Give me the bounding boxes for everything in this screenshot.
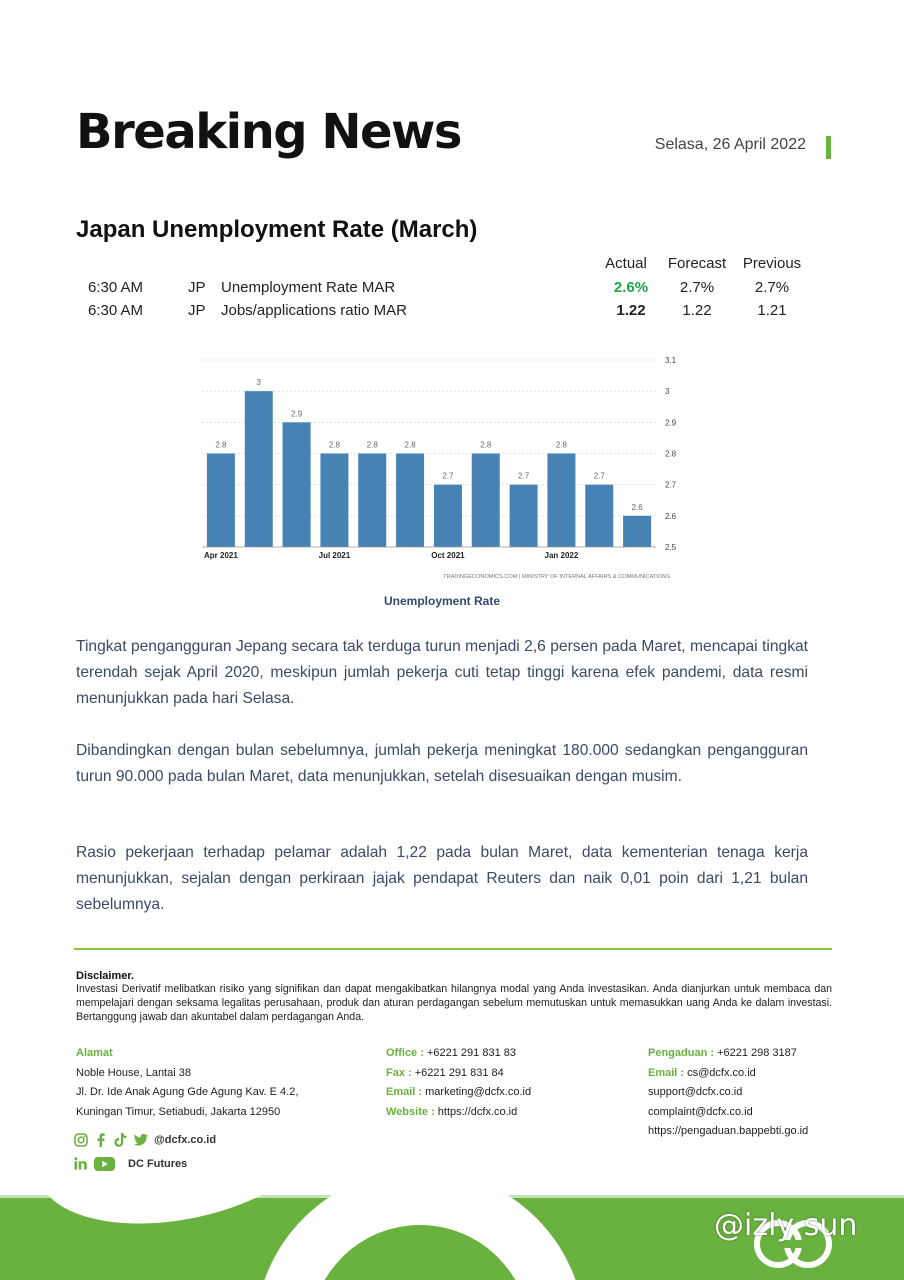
email-label: Email : <box>386 1086 423 1098</box>
address-line: Noble House, Lantai 38 <box>76 1066 191 1079</box>
bar <box>283 422 311 547</box>
contact-block <box>386 1044 626 1122</box>
row-actual: 1.22 <box>616 302 646 319</box>
data-label: 2.8 <box>404 440 416 450</box>
data-label: 2.7 <box>593 471 605 481</box>
header-forecast: Forecast <box>667 255 727 272</box>
bar <box>472 454 500 548</box>
fax-number: +6221 291 831 84 <box>414 1066 504 1079</box>
complaint-block <box>648 1044 838 1142</box>
unemployment-bar-chart <box>190 348 690 588</box>
row-forecast: 1.22 <box>682 302 712 319</box>
calendar-table <box>0 0 904 330</box>
paragraph-1: Tingkat pengangguran Jepang secara tak terduga turun menjadi 2,6 persen pada Maret, mencapai tingkat terendah sejak April 2020, meskipun jumlah pekerja cuti tetap tinggi karena efek pandemi, data resmi menunjukkan pada hari Selasa. <box>76 638 808 707</box>
paragraph-3: Rasio pekerjaan terhadap pelamar adalah 1,22 pada bulan Maret, data kementerian tenaga kerja menunjukkan, sejalan dengan perkiraan jajak pendapat Reuters dan naik 0,01 poin dari 1,21 bulan sebelumnya. <box>76 844 808 913</box>
social-handle[interactable]: @dcfx.co.id <box>154 1134 217 1146</box>
y-tick-label: 2.6 <box>665 511 677 521</box>
row-previous: 2.7% <box>754 279 790 296</box>
bappebti-link[interactable]: https://pengaduan.bappebti.go.id <box>648 1125 809 1137</box>
article-title: Japan Unemployment Rate (March) <box>76 216 478 243</box>
facebook-icon[interactable] <box>95 1133 107 1147</box>
row-forecast: 2.7% <box>679 279 715 296</box>
complaint-label: Pengaduan : <box>648 1047 715 1059</box>
row-country: JP <box>188 302 206 319</box>
website-link[interactable]: https://dcfx.co.id <box>437 1105 518 1118</box>
header-previous: Previous <box>742 255 802 272</box>
y-tick-label: 2.5 <box>665 543 677 552</box>
bar <box>396 454 424 548</box>
publish-date: Selasa, 26 April 2022 <box>654 136 806 153</box>
bar <box>585 485 613 547</box>
data-label: 2.6 <box>631 502 643 512</box>
y-tick-label: 2.7 <box>665 480 677 490</box>
marketing-email-link[interactable]: marketing@dcfx.co.id <box>425 1086 532 1098</box>
cs-email-link[interactable]: cs@dcfx.co.id <box>687 1066 756 1079</box>
header-actual: Actual <box>605 255 647 272</box>
paragraph-2: Dibandingkan dengan bulan sebelumnya, jumlah pekerja meningkat 180.000 sedangkan pengangguran turun 90.000 pada bulan Maret, data menunjukkan, setelah disesuaikan dengan musim. <box>76 742 808 785</box>
x-tick-label: Jul 2021 <box>318 551 351 560</box>
chart-caption: Unemployment Rate <box>383 594 501 608</box>
company-name: DC Futures <box>128 1158 188 1170</box>
social-links <box>74 1132 304 1176</box>
x-tick-label: Jan 2022 <box>544 551 579 560</box>
y-tick-label: 2.8 <box>665 449 677 459</box>
y-tick-label: 3 <box>665 387 670 397</box>
support-email-link[interactable]: support@dcfx.co.id <box>648 1086 743 1098</box>
bar <box>320 454 348 548</box>
data-label: 2.7 <box>442 471 454 481</box>
disclaimer-title: Disclaimer. <box>76 970 135 982</box>
row-time: 6:30 AM <box>88 302 144 319</box>
tiktok-icon[interactable] <box>114 1133 127 1147</box>
address-block <box>76 1044 356 1122</box>
row-previous: 1.21 <box>757 302 787 319</box>
fax-label: Fax : <box>386 1066 412 1079</box>
instagram-icon[interactable] <box>74 1133 88 1147</box>
y-tick-label: 3.1 <box>665 356 677 365</box>
bar <box>358 454 386 548</box>
youtube-icon[interactable] <box>94 1157 115 1171</box>
data-label: 2.8 <box>480 440 492 450</box>
disclaimer-body: Investasi Derivatif melibatkan risiko yang signifikan dan dapat mengakibatkan hilangnya modal yang Anda investasikan. Anda dianjurkan untuk membaca dan mempelajari dengan seksama legalitas perusahaan, produk dan aturan perdagangan sebelum memutuskan untuk memasukkan uang Anda ke dalam investasi. Bertanggung jawab dan akuntabel dalam perdagangan Anda. <box>76 983 832 1023</box>
bar <box>510 485 538 547</box>
data-label: 2.8 <box>328 440 340 450</box>
data-label: 2.8 <box>215 440 227 450</box>
y-tick-label: 2.9 <box>665 418 677 428</box>
x-tick-label: Oct 2021 <box>431 551 465 560</box>
bar <box>547 454 575 548</box>
data-label: 3 <box>256 378 261 388</box>
row-time: 6:30 AM <box>88 279 144 296</box>
address-title: Alamat <box>76 1047 113 1059</box>
website-label: Website : <box>386 1105 435 1118</box>
chart-source: TRADINGECONOMICS.COM | MINISTRY OF INTERNAL AFFAIRS & COMMUNICATIONS <box>443 574 670 580</box>
footer-divider <box>74 948 832 950</box>
bar <box>434 485 462 547</box>
linkedin-icon[interactable] <box>74 1157 87 1170</box>
data-label: 2.9 <box>291 409 303 419</box>
row-country: JP <box>188 279 206 296</box>
headline: Breaking News <box>76 104 461 160</box>
complaint-phone[interactable]: +6221 298 3187 <box>717 1047 797 1059</box>
bar <box>623 516 651 547</box>
address-line: Kuningan Timur, Setiabudi, Jakarta 12950 <box>76 1105 281 1118</box>
row-event: Jobs/applications ratio MAR <box>221 302 407 319</box>
bar <box>207 454 235 548</box>
x-tick-label: Apr 2021 <box>204 551 238 560</box>
bar <box>245 391 273 547</box>
address-line: Jl. Dr. Ide Anak Agung Gde Agung Kav. E 4.2, <box>76 1086 299 1098</box>
data-label: 2.7 <box>518 471 530 481</box>
data-label: 2.8 <box>366 440 378 450</box>
row-actual: 2.6% <box>613 279 649 296</box>
row-event: Unemployment Rate MAR <box>221 279 396 296</box>
office-label: Office : <box>386 1047 424 1059</box>
cs-email-label: Email : <box>648 1066 685 1079</box>
office-phone[interactable]: +6221 291 831 83 <box>426 1047 516 1059</box>
complaint-email-link[interactable]: complaint@dcfx.co.id <box>648 1105 753 1118</box>
watermark: @izly sun <box>714 1208 858 1243</box>
data-label: 2.8 <box>555 440 567 450</box>
twitter-icon[interactable] <box>134 1134 148 1146</box>
